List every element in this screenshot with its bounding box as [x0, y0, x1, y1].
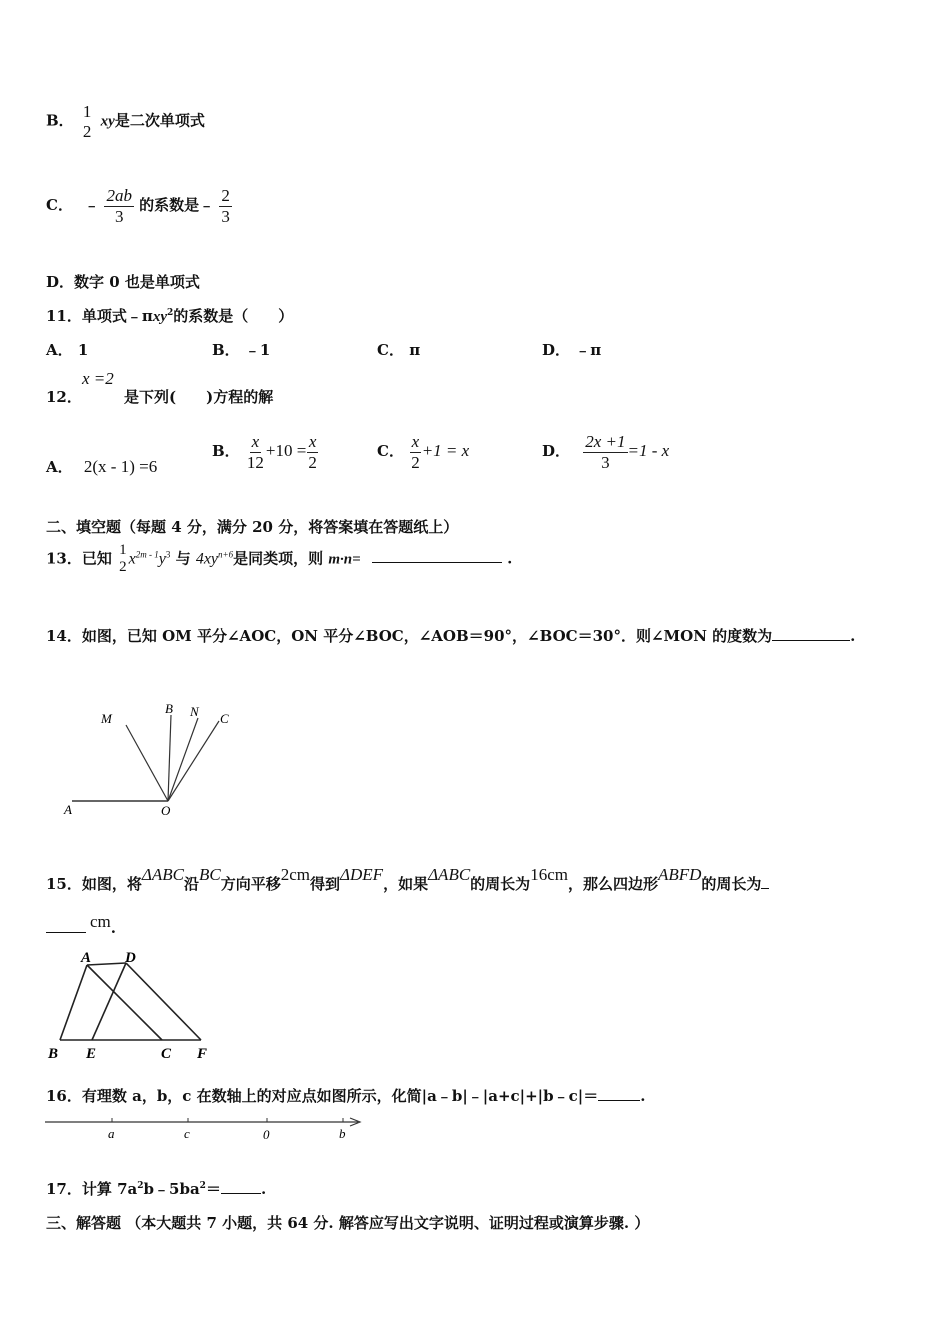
translation-figure	[40, 945, 220, 1067]
axis-label-b: b	[339, 1126, 346, 1141]
stem-text: ，那么四边形	[567, 875, 658, 893]
ray-oc	[168, 721, 219, 801]
number-line	[42, 1112, 372, 1146]
fraction	[409, 432, 422, 472]
line-df	[126, 963, 201, 1040]
q15-continuation	[46, 912, 116, 937]
period: .	[850, 627, 856, 645]
option-expression: =1 - x	[627, 441, 670, 461]
q12-option-b	[212, 432, 319, 472]
fraction	[306, 432, 319, 472]
fraction-numerator: 2	[221, 186, 230, 205]
option-text: 的系数是﹣	[139, 196, 215, 215]
period: .	[110, 919, 117, 937]
fraction	[219, 186, 232, 226]
label-a: A	[81, 950, 92, 966]
stem-text: 11．单项式﹣π	[46, 307, 153, 325]
fraction-numerator: 1	[119, 542, 127, 558]
label-c: C	[161, 1046, 172, 1062]
fraction-denominator: 3	[114, 206, 124, 226]
q11-option-c	[377, 339, 420, 360]
q16-stem	[46, 1085, 645, 1106]
q10-option-c	[46, 186, 232, 226]
fraction-numerator: x	[411, 432, 420, 451]
option-label: C．	[377, 341, 404, 359]
stem-text: 是同类项，则	[233, 549, 324, 568]
q12-option-c	[377, 432, 469, 472]
option-label: C．	[377, 442, 404, 461]
math-term: 16cm	[530, 865, 568, 884]
q14-stem	[46, 625, 855, 646]
stem-text: ＝	[205, 1180, 221, 1198]
fraction-denominator: 2	[82, 121, 92, 141]
variable: y	[158, 550, 166, 568]
math-term: ΔDEF	[340, 865, 384, 884]
stem-text: 14．如图，已知 OM 平分∠AOC，ON 平分∠BOC，∠AOB＝90°，∠BOC＝30°．则∠MON 的度数为	[46, 627, 773, 645]
ray-om	[126, 725, 168, 801]
option-label: A．	[46, 458, 73, 476]
fraction-numerator: x	[251, 432, 260, 451]
line-ab	[60, 965, 87, 1040]
fraction-numerator: 2x +1	[585, 432, 626, 451]
term: 4xy	[195, 550, 219, 568]
answer-blank-start[interactable]	[761, 888, 769, 889]
math-term: 2cm	[280, 865, 311, 884]
q12-stem: 是下列( )方程的解	[124, 388, 274, 406]
option-text: 是二次单项式	[114, 111, 205, 130]
option-value: ﹣1	[244, 341, 271, 359]
math-term: BC	[198, 865, 221, 884]
exponent: n+6	[218, 549, 234, 560]
stem-text: 13．已知	[46, 549, 112, 568]
stem-text: b﹣5ba	[143, 1180, 200, 1198]
label-f: F	[197, 1046, 208, 1062]
period: .	[260, 1180, 267, 1198]
label-m: M	[101, 711, 112, 726]
ray-ob	[168, 715, 171, 801]
fraction	[104, 186, 134, 226]
line-ad	[87, 963, 126, 965]
fraction-numerator: 2ab	[106, 186, 132, 205]
fraction-denominator: 2	[119, 559, 127, 576]
period: .	[507, 549, 513, 568]
stem-text: 与	[175, 549, 191, 568]
exponent: 2	[167, 308, 174, 318]
q12-number: 12．	[46, 388, 82, 406]
math-term: ΔABC	[428, 865, 471, 884]
variable: x	[128, 550, 136, 568]
fraction	[117, 542, 129, 577]
option-label: B．	[212, 442, 240, 461]
stem-text: ，如果	[383, 875, 429, 893]
axis-label-0: 0	[263, 1127, 270, 1142]
option-label: D．	[542, 442, 571, 461]
period: .	[640, 1087, 646, 1105]
fraction	[245, 432, 266, 472]
axis-label-a: a	[108, 1126, 115, 1141]
exponent: 3	[165, 549, 171, 560]
minus-sign: ﹣	[84, 196, 100, 215]
option-expression: +10 =	[265, 441, 307, 461]
answer-blank[interactable]	[221, 1193, 261, 1194]
option-value: ﹣π	[575, 341, 602, 359]
answer-blank[interactable]	[372, 562, 502, 563]
label-n: N	[190, 704, 199, 719]
fraction-denominator: 3	[601, 452, 610, 472]
fraction	[81, 102, 94, 141]
q12-option-a	[46, 456, 157, 477]
stem-text: 17．计算 7a	[46, 1180, 138, 1198]
math-term: ABFD	[657, 865, 702, 884]
label-d: D	[125, 950, 136, 966]
option-value: π	[409, 341, 421, 359]
stem-text: 16．有理数 a，b，c 在数轴上的对应点如图所示，化简|a﹣b|﹣|a+c|+|b﹣c|＝	[46, 1087, 599, 1105]
option-label: C．	[46, 196, 73, 215]
option-label: D．	[46, 273, 75, 291]
q11-option-d	[542, 339, 601, 360]
answer-blank[interactable]	[598, 1100, 640, 1101]
expression: m·n=	[328, 551, 361, 568]
q10-option-b	[46, 102, 205, 141]
q10-option-d	[46, 271, 200, 292]
option-expression: 2(x - 1) =6	[83, 457, 158, 476]
option-label: D．	[542, 341, 571, 359]
answer-blank[interactable]	[772, 640, 850, 641]
fraction-denominator: 12	[246, 452, 264, 472]
ray-on	[168, 718, 198, 801]
fraction-denominator: 2	[411, 452, 420, 472]
variable: xy	[152, 309, 168, 325]
q11-option-b	[212, 339, 270, 360]
q12-equation: x =2	[82, 369, 114, 388]
section-3-heading: 三、解答题 （本大题共 7 小题，共 64 分. 解答应写出文字说明、证明过程或演算步骤. ）	[46, 1214, 650, 1232]
section-2-heading: 二、填空题（每题 4 分，满分 20 分，将答案填在答题纸上）	[46, 518, 459, 536]
q15-stem	[46, 852, 769, 907]
angle-figure	[55, 695, 255, 825]
fraction-denominator: 2	[308, 452, 317, 472]
q13	[46, 542, 512, 577]
option-expression: +1 = x	[421, 441, 470, 461]
label-c: C	[220, 711, 229, 726]
stem-text: 得到	[310, 875, 341, 893]
axis-label-c: c	[184, 1126, 190, 1141]
exponent: 2	[137, 1181, 144, 1191]
answer-blank[interactable]	[46, 932, 86, 933]
stem-text: 的系数是（ ）	[173, 307, 294, 325]
variable: xy	[100, 113, 115, 130]
exponent: 2	[199, 1181, 206, 1191]
label-o: O	[161, 803, 171, 818]
q17-stem	[46, 1178, 266, 1199]
stem-text: 的周长为	[701, 875, 762, 893]
option-label: B．	[212, 341, 240, 359]
fraction-numerator: 1	[82, 102, 92, 121]
stem-text: 沿	[183, 875, 199, 893]
stem-text: 的周长为	[470, 875, 531, 893]
option-label: A．	[46, 341, 73, 359]
stem-text: 方向平移	[220, 875, 281, 893]
label-a: A	[64, 802, 72, 817]
label-b: B	[165, 701, 173, 716]
label-b: B	[48, 1046, 59, 1062]
fraction-denominator: 3	[221, 206, 230, 226]
unit: cm	[90, 912, 111, 931]
q11-option-a	[46, 339, 88, 360]
option-value: 1	[77, 341, 89, 359]
q11-stem	[46, 305, 293, 326]
option-label: B．	[46, 111, 74, 130]
line-ac	[87, 965, 162, 1040]
fraction-numerator: x	[308, 432, 317, 451]
exponent: 2m - 1	[135, 549, 159, 560]
option-text: 数字 0 也是单项式	[74, 273, 200, 291]
q12-option-d	[542, 432, 669, 472]
stem-text: 15．如图，将	[46, 875, 142, 893]
label-e: E	[86, 1046, 97, 1062]
math-term: ΔABC	[141, 865, 184, 884]
fraction	[583, 432, 627, 472]
